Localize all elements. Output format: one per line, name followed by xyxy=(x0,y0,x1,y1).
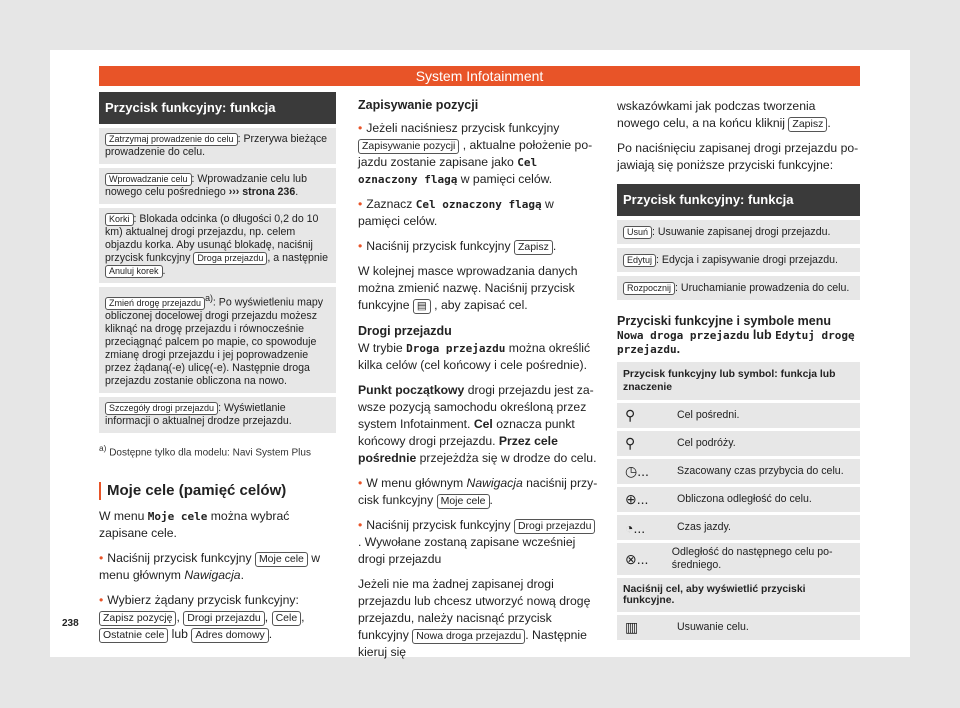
row-text: : Wprowadzanie celu lub nowego celu pośredniego xyxy=(105,173,307,198)
paragraph: Jeżeli nie ma żadnej zapisanej drogi przejazdu lub chcesz utworzyć nową drogę przejazdu, należy nacisnąć przycisk funkcyjny Nowa droga przejazdu . Następnie kieruj się xyxy=(358,577,591,659)
subheading: Przyciski funkcyjne i symbole menu Nowa droga przejazdu lub Edytuj drogę przejazdu. xyxy=(617,314,855,356)
bullet: • W menu głównym Nawigacja naciśnij przycisk funkcyjny Moje cele . xyxy=(358,476,598,507)
section-title: Moje cele (pamięć celów) xyxy=(99,482,336,500)
page-number: 238 xyxy=(62,618,79,629)
function-key: Droga przejazdu xyxy=(193,252,267,265)
bullet-icon: • xyxy=(358,239,363,253)
next-waypoint-icon: ⊗... xyxy=(625,550,649,567)
function-key: Ostatnie cele xyxy=(99,628,168,643)
subheading: Drogi przejazdu xyxy=(358,324,452,338)
function-key: Anuluj korek xyxy=(105,265,163,278)
bullet: • Naciśnij przycisk funkcyjny Zapisz . xyxy=(358,239,557,253)
bullet-icon: • xyxy=(99,550,104,565)
bullet: • Zaznacz Cel oznaczony flagą w pamięci celów. xyxy=(358,197,554,228)
paragraph: wskazówkami jak podczas tworzenia nowego celu, a na końcu kliknij Zapisz . xyxy=(617,99,831,130)
table-row xyxy=(99,128,336,164)
bullet-icon: • xyxy=(358,197,363,211)
trash-icon: ▥ xyxy=(625,619,639,635)
function-table-title: Przycisk funkcyjny: funkcja xyxy=(99,92,336,124)
function-key: Szczegóły drogi przejazdu xyxy=(105,402,218,415)
paragraph: W trybie Droga przejazdu można określić kilka celów (cel końcowy i cele pośrednie). xyxy=(358,341,591,372)
row-text: : Przerywa bieżące prowadzenie do celu. xyxy=(105,133,328,158)
function-key: Cele xyxy=(272,611,302,626)
menu-name: Moje cele xyxy=(147,509,208,523)
function-table xyxy=(99,128,336,433)
row-text: : Wyświetlanie informacji o aktualnej drodze przejazdu. xyxy=(105,401,292,427)
function-key: Korki xyxy=(105,213,134,226)
function-key: Usuń xyxy=(623,226,652,239)
paragraph: Po naciśnięciu zapisanej drogi przejazdu pojawiają się poniższe przyciski funkcyjne: xyxy=(617,141,859,172)
function-key: Moje cele xyxy=(255,552,308,567)
table-row: ⚲ Cel podróży. xyxy=(617,431,860,456)
function-key: Zatrzymaj prowadzenie do celu xyxy=(105,133,238,146)
bullet: • Jeżeli naciśniesz przycisk funkcyjny Zapisywanie pozycji , aktualne położenie pojazdu zostanie zapisane jako Cel oznaczony flagą w pamięci celów. xyxy=(358,121,593,186)
row-text-end: . xyxy=(295,186,299,198)
footnote-mark: a) xyxy=(99,442,107,453)
symbol-table xyxy=(617,362,860,640)
table-row xyxy=(99,208,336,283)
function-key: Rozpocznij xyxy=(623,282,675,295)
table-row xyxy=(99,397,336,433)
bullet-icon: • xyxy=(358,121,363,135)
destination-icon: ⚲ xyxy=(625,435,636,451)
bullet-icon: • xyxy=(358,518,363,532)
left-column xyxy=(99,92,336,643)
row-text-end: . xyxy=(162,265,166,277)
table-row: ⊕... Obliczona odległość do celu. xyxy=(617,487,860,512)
bullet-icon: • xyxy=(358,476,363,490)
row-text: : Po wyświetleniu mapy obliczonej docelowej drogi przejazdu możesz kliknąć na drogę przejazdu i równocześnie przeciągnąć palcem po mapie, co spowoduje zmianę drogi przejazdu i jej poprowadzenie przez żądaną(-e) ulicę(-e). Następnie droga przejazdu zostanie obliczona na nowo. xyxy=(105,296,324,387)
function-key: Drogi przejazdu xyxy=(514,519,596,534)
table-row: Edytuj : Edycja i zapisywanie drogi przejazdu. xyxy=(617,248,860,272)
stopwatch-icon: ◔... xyxy=(625,519,646,536)
distance-icon: ⊕... xyxy=(625,491,649,507)
table-row: ◷... Szacowany czas przybycia do celu. xyxy=(617,459,860,484)
table-row xyxy=(99,287,336,393)
table-row: ⚲ Cel pośredni. xyxy=(617,403,860,428)
page-header: System Infotainment xyxy=(99,66,860,86)
table-row: ⊗... Odległość do następnego celu pośredniego. xyxy=(617,543,860,575)
bullet: • Naciśnij przycisk funkcyjny Moje cele w menu głównym Nawigacja. xyxy=(99,550,321,582)
middle-column xyxy=(358,92,598,661)
table-row: Usuń : Usuwanie zapisanej drogi przejazdu. xyxy=(617,220,860,244)
function-table-title: Przycisk funkcyjny: funkcja xyxy=(617,184,860,216)
function-key: Adres domowy xyxy=(191,628,268,643)
table-note-row: Naciśnij cel, aby wyświetlić przyciski funkcyjne. xyxy=(617,578,860,612)
function-key: Edytuj xyxy=(623,254,656,267)
bullet-icon: • xyxy=(99,592,104,607)
paragraph: Punkt początkowy drogi przejazdu jest zawsze pozycją samochodu określoną przez system Infotainment. Cel oznacza punkt końcowy drogi przejazdu. Przez cele pośrednie przejeżdża się w drodze do celu. xyxy=(358,383,597,465)
footnote-ref: a) xyxy=(205,293,213,303)
paragraph: W menu Moje cele można wybrać zapisane cele. xyxy=(99,508,290,540)
footnote xyxy=(99,443,336,458)
paragraph: W kolejnej masce wprowadzania danych można zmienić nazwę. Naciśnij przycisk funkcyjne ▤ , aby zapisać cel. xyxy=(358,264,578,312)
row-text: : Blokada odcinka (o długości 0,2 do 10 km) aktualnej drogi przejazdu, np. celem objazdu korka. Aby usunąć blokadę, naciśnij przycisk funkcyjny xyxy=(105,213,319,264)
function-table xyxy=(617,220,860,300)
waypoint-icon: ⚲ xyxy=(625,407,636,423)
subheading: Zapisywanie pozycji xyxy=(358,98,479,112)
function-key: Nowa droga przejazdu xyxy=(412,629,525,644)
symbol-table-header: Przycisk funkcyjny lub symbol: funkcja lub znaczenie xyxy=(617,362,860,400)
function-key: Zapisz xyxy=(514,240,553,255)
clock-icon: ◷... xyxy=(625,463,649,479)
function-key: Zapisz pozycję xyxy=(99,611,176,626)
footnote-text: Dostępne tylko dla modelu: Navi System Plus xyxy=(109,446,311,458)
table-row: ◔... Czas jazdy. xyxy=(617,515,860,540)
table-row: ▥ Usuwanie celu. xyxy=(617,615,860,640)
function-key: Zapisz xyxy=(788,117,827,132)
page-reference[interactable]: ››› strona 236 xyxy=(228,186,296,198)
function-key: Zmień drogę przejazdu xyxy=(105,297,205,310)
function-key: Moje cele xyxy=(437,494,490,509)
right-column xyxy=(617,92,860,640)
bullet: • Wybierz żądany przycisk funkcyjny: Zapisz pozycję , Drogi przejazdu , Cele , Ostatnie cele lub Adres domowy . xyxy=(99,592,305,641)
table-row: Rozpocznij : Uruchamianie prowadzenia do celu. xyxy=(617,276,860,300)
function-key: Wprowadzanie celu xyxy=(105,173,192,186)
bullet: • Naciśnij przycisk funkcyjny Drogi przejazdu. Wywołane zostaną zapisane wcześniej drogi przejazdu xyxy=(358,517,598,568)
function-key: Zapisywanie pozycji xyxy=(358,139,459,154)
table-row xyxy=(99,168,336,204)
save-icon: ▤ xyxy=(413,299,431,314)
function-key: Drogi przejazdu xyxy=(183,611,265,626)
row-text: , a następnie xyxy=(267,252,329,264)
